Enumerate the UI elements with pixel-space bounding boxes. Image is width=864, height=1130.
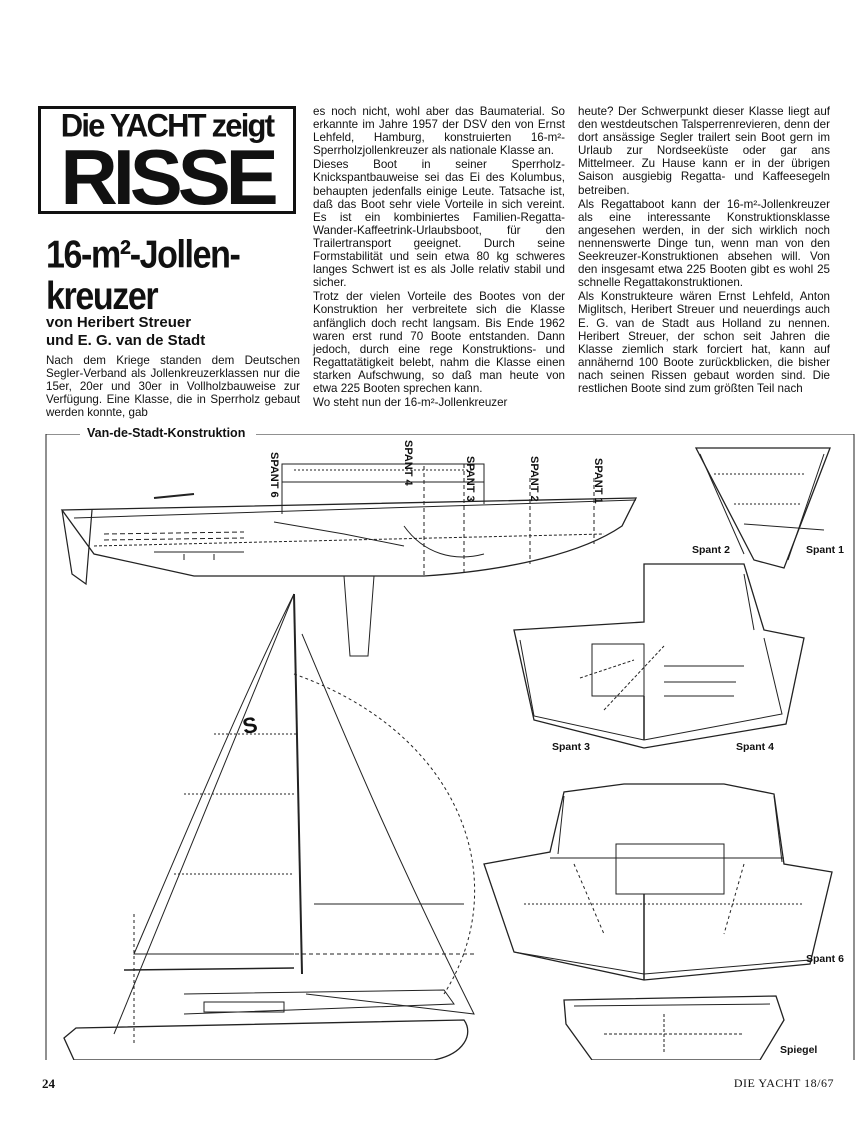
magazine-issue: DIE YACHT 18/67 <box>733 1076 834 1090</box>
station-label-spant-3: SPANT 3 <box>464 456 476 502</box>
col3-paragraph: heute? Der Schwerpunkt dieser Klasse liegt auf den westdeutschen Talsperrenrevieren, denn der dort ansässige Segler trailert sein Boot gern im Urlaub zur Nordseeküste oder gar ans Mittelmeer. Zu Hause kann er in der übrigen Saison ausgiebig Regatta- und Kaffeesegeln betreiben. <box>578 105 830 197</box>
byline-line1: von Heribert Streuer <box>46 314 192 331</box>
text-column-2 <box>313 105 565 410</box>
sail-plan <box>64 594 475 1060</box>
station-label-spant-6: SPANT 6 <box>268 452 280 498</box>
col1-paragraph: Nach dem Kriege standen dem Deutschen Segler-Verband als Jollenkreuzerklassen nur die 15er, 20er und 30er in Vollholzbauweise zur Verfügung. Eine Klasse, die in Sperrholz gebaut werden konnte, gab <box>46 354 300 420</box>
station-label-spant-4: SPANT 4 <box>402 440 414 486</box>
label-spant-2: Spant 2 <box>692 544 730 556</box>
col2-paragraph: Trotz der vielen Vorteile des Bootes von der Konstruktion her verbreitete sich die Klasse anfänglich doch recht langsam. Bis Ende 1962 waren erst rund 70 Boote entstanden. Dann jedoch, durch eine rege Konstruktions- und Regattatätigkeit belebt, nahm die Klasse einen starken Aufschwung, so daß man heute von etwa 225 Booten sprechen kann. <box>313 290 565 395</box>
sail-letter: S <box>240 711 260 739</box>
label-spiegel: Spiegel <box>780 1044 818 1056</box>
col3-paragraph: Als Regattaboot kann der 16-m²-Jollenkreuzer als eine interessante Konstruktionsklasse angesehen werden, in der sich wirklich noch nennenswerte Dinge tun, wenn man von den Seekreuzer-Konstruktionen absehen will. Von den insgesamt etwa 225 Booten gibt es wohl 25 schnelle Regattakonstruktionen. <box>578 197 830 290</box>
text-column-3 <box>578 105 830 396</box>
article-headline <box>46 234 296 317</box>
col3-paragraph: Als Konstrukteure wären Ernst Lehfeld, Anton Miglitsch, Heribert Streuer und neuerdings auch E. G. van de Stadt aus Holland zu nennen. Heribert Streuer, der schon seit Jahren die Klasse ziemlich stark forciert hat, kann auf annähernd 100 Boote zurückblicken, die bisher nach seinen Rissen gebaut worden sind. Die restlichen Boote sind zum größten Teil nach <box>578 290 830 395</box>
col2-paragraph: es noch nicht, wohl aber das Baumaterial. So erkannte im Jahre 1957 der DSV den von Ernst Lehfeld, Hamburg, konstruierten 16-m²-Sperrholzjollenkreuzer als nationale Klasse an. <box>313 105 565 158</box>
boat-plan-drawing <box>44 434 856 1060</box>
label-spant-3: Spant 3 <box>552 741 590 753</box>
section-spant-3-4 <box>514 564 804 748</box>
col2-paragraph: Dieses Boot in seiner Sperrholz-Knickspantbauweise sei das Ei des Kolumbus, behaupten jedenfalls einige Leute. Tatsache ist, daß das Boot sehr viele Vorteile in sich vereint. Es ist ein kombiniertes Familien-Regatta-Wander-Kaffeetrink-Urlaubsboot, für den Trailertransport geeignet. Durch seine Formstabilität und sein etwa 80 kg schweres langes Schwert ist es als Jolle relativ stabil und sicher. <box>313 158 565 290</box>
label-spant-1: Spant 1 <box>806 544 844 556</box>
text-column-1 <box>46 354 300 420</box>
headline-line2: kreuzer <box>46 274 158 318</box>
page-number: 24 <box>42 1076 55 1091</box>
label-spant-4: Spant 4 <box>736 741 774 753</box>
section-spant-6 <box>484 784 832 980</box>
masthead-line1: Die YACHT zeigt <box>60 107 274 144</box>
headline-line1: 16-m²-Jollen- <box>46 232 240 277</box>
masthead-line2: RISSE <box>60 133 274 221</box>
station-label-spant-1: SPANT 1 <box>592 458 604 504</box>
figure-title: Van-de-Stadt-Konstruktion <box>84 426 248 440</box>
station-label-spant-2: SPANT 2 <box>528 456 540 502</box>
masthead-box <box>38 106 296 221</box>
label-spant-6: Spant 6 <box>806 953 844 965</box>
section-spiegel <box>564 996 784 1060</box>
col2-paragraph: Wo steht nun der 16-m²-Jollenkreuzer <box>313 396 508 410</box>
byline-line2: und E. G. van de Stadt <box>46 332 206 349</box>
byline <box>46 314 306 350</box>
